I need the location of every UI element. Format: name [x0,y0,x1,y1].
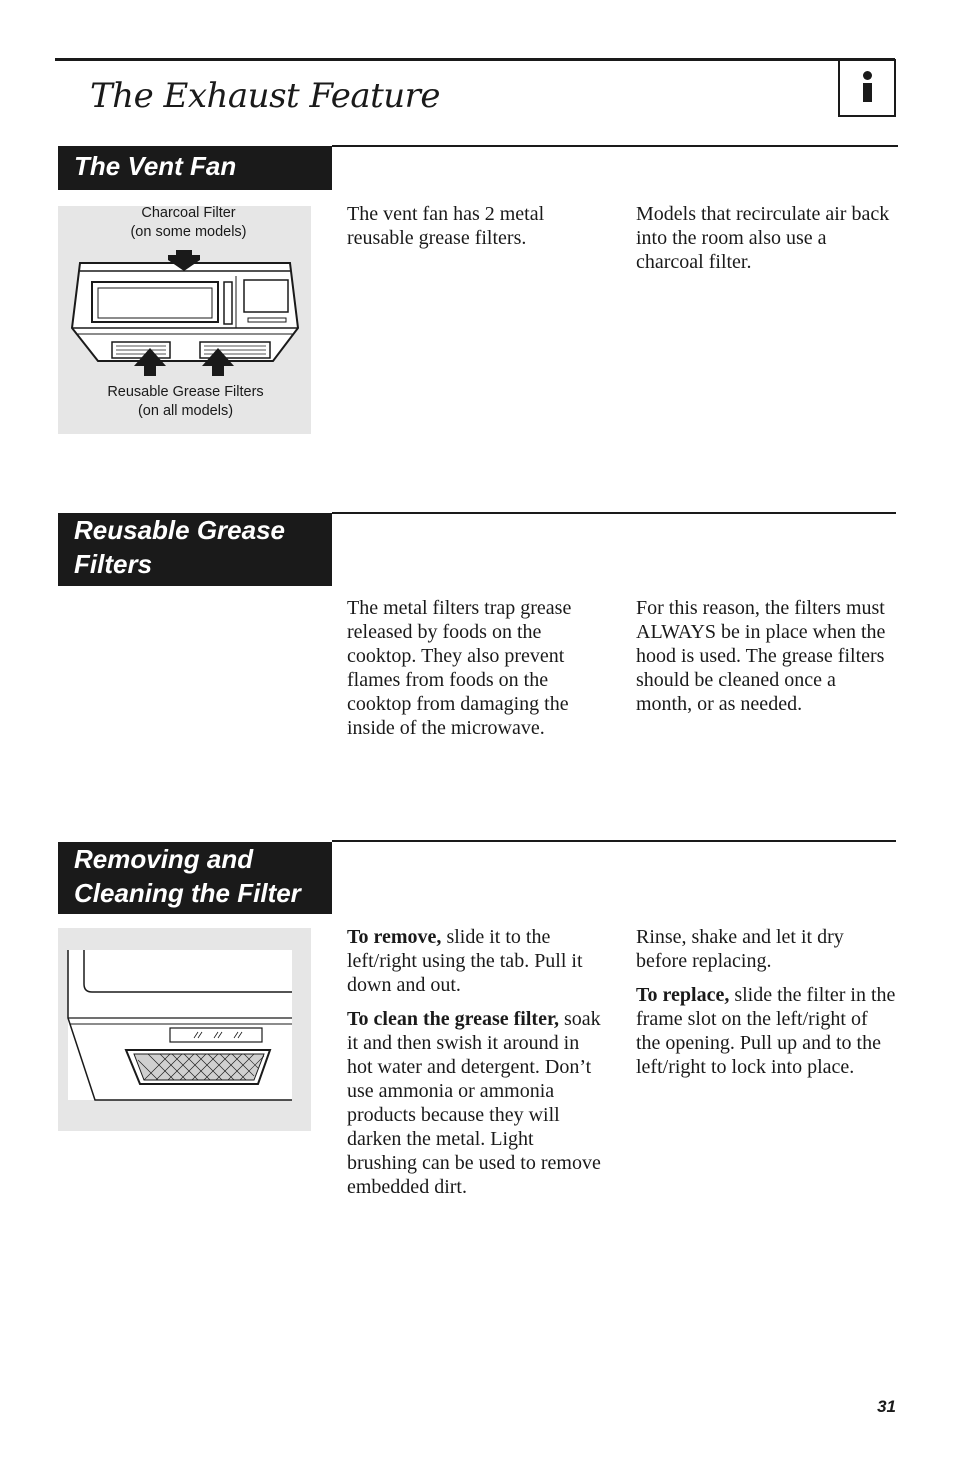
figure-vent-fan [58,206,311,434]
figure-filter-removal [58,928,311,1131]
section-rule-grease-filters [332,512,896,514]
remove-text: slide it to the left/right using the tab. Pull it down and out. [347,926,583,996]
section-heading-line-1: Removing and [74,844,254,874]
vent-fan-column-2 [636,202,896,284]
section-heading-line-2: Filters [74,549,153,579]
section-heading-line-2: Cleaning the Filter [74,878,301,908]
section-heading-grease-filters [58,513,332,586]
vent-fan-text-1: The vent fan has 2 metal reusable grease filters. [347,203,545,249]
page-title: The Exhaust Feature [90,76,441,116]
replace-bold-label: To replace, [636,984,730,1006]
grease-filters-text-1: The metal filters trap grease released by foods on the cooktop. They also prevent flames from foods on the cooktop from damaging the inside of the microwave. [347,597,572,739]
caption-some-models: (on some models) [130,224,247,240]
top-rule [55,58,895,61]
grease-filters-column-2 [636,596,896,726]
grease-filters-column-1 [347,596,609,750]
remove-paragraph [347,925,603,997]
removing-column-1 [347,925,603,1209]
replace-paragraph [636,983,896,1079]
info-icon-dot [863,71,872,80]
section-heading-text: The Vent Fan [74,151,237,181]
replace-text: slide the filter in the frame slot on the left/right of the opening. Pull up and to the left/right to lock into place. [636,984,896,1078]
section-rule-removing [332,840,896,842]
rinse-paragraph: Rinse, shake and let it dry before replacing. [636,926,844,972]
page-number: 31 [877,1397,896,1416]
section-heading-vent-fan [58,146,332,190]
clean-text: soak it and then swish it around in hot water and detergent. Don’t use ammonia or ammonia products because they will darken the metal. Light brushing can be used to remove embedded dirt. [347,1008,601,1198]
caption-all-models: (on all models) [137,403,234,419]
filter-removal-illustration [58,928,311,1131]
figure-caption-bottom [59,383,312,421]
info-icon-bar [863,83,872,102]
vent-fan-column-1 [347,202,597,260]
section-rule-vent-fan [332,145,898,147]
clean-paragraph [347,1007,603,1199]
section-heading-line-1: Reusable Grease [74,515,286,545]
remove-bold-label: To remove, [347,926,442,948]
grease-filters-text-2: For this reason, the filters must ALWAYS be in place when the hood is used. The grease filters should be cleaned once a month, or as needed. [636,597,886,715]
vent-fan-text-2: Models that recirculate air back into the room also use a charcoal filter. [636,203,890,273]
caption-reusable-grease-filters: Reusable Grease Filters [107,384,264,400]
clean-bold-label: To clean the grease filter, [347,1008,560,1030]
section-heading-removing [58,842,332,914]
caption-charcoal-filter: Charcoal Filter [141,205,236,221]
info-icon [838,59,896,117]
removing-column-2 [636,925,896,1089]
